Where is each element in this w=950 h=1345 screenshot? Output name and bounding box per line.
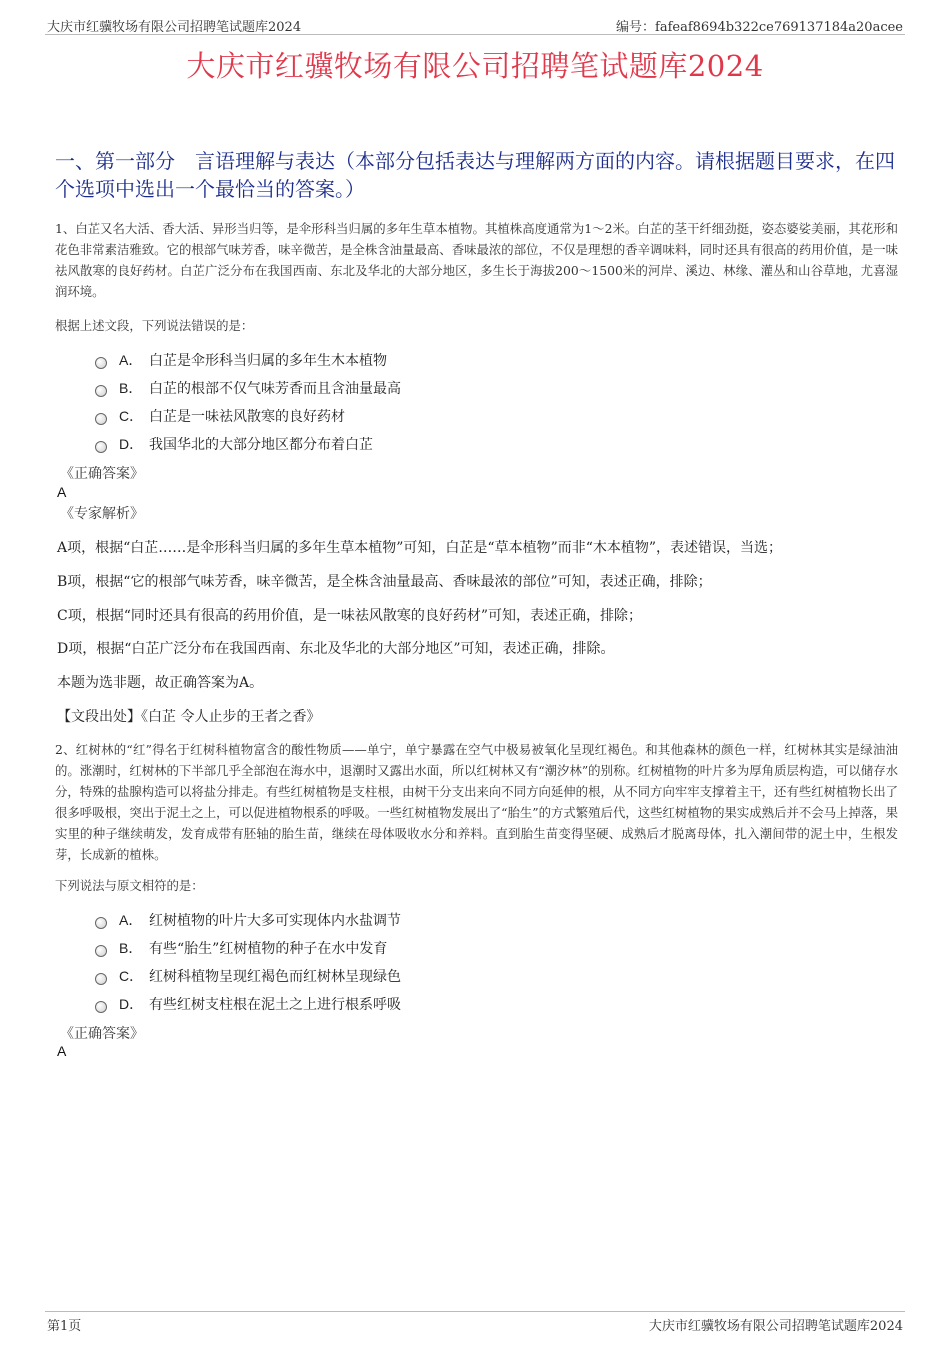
radio-icon[interactable]	[95, 441, 107, 453]
q1-options	[95, 346, 401, 458]
page-footer	[45, 1311, 905, 1334]
q1-analysis-label: 《专家解析》	[60, 506, 144, 522]
option-letter: B．	[119, 940, 143, 956]
q1-option-d[interactable]	[95, 430, 401, 458]
option-text: 白芷的根部不仅气味芳香而且含油量最高	[149, 381, 401, 397]
q2-option-c[interactable]	[95, 962, 401, 990]
section-heading: 一、第一部分 言语理解与表达（本部分包括表达与理解两方面的内容。请根据题目要求，在四个选项中选出一个最恰当的答案。）	[55, 149, 895, 201]
q2-option-a[interactable]	[95, 906, 401, 934]
q1-option-a[interactable]	[95, 346, 401, 374]
option-letter: B．	[119, 380, 143, 396]
document-title: 大庆市红骥牧场有限公司招聘笔试题库2024	[186, 49, 764, 83]
q1-analysis-conclusion: 本题为选非题，故正确答案为A。	[57, 675, 264, 691]
option-letter: D．	[119, 436, 144, 452]
page-number: 第1页	[47, 1319, 82, 1334]
q1-option-b[interactable]	[95, 374, 401, 402]
q1-analysis-d: D项，根据“白芷广泛分布在我国西南、东北及华北的大部分地区”可知，表述正确，排除。	[57, 641, 615, 657]
q1-answer: A	[57, 484, 67, 500]
footer-doc-name: 大庆市红骥牧场有限公司招聘笔试题库2024	[648, 1319, 903, 1334]
q2-option-d[interactable]	[95, 990, 401, 1018]
q2-option-b[interactable]	[95, 934, 401, 962]
q1-analysis-c: C项，根据“同时还具有很高的药用价值，是一味祛风散寒的良好药材”可知，表述正确，排除；	[57, 608, 643, 624]
option-letter: D．	[119, 996, 144, 1012]
q1-analysis-b: B项，根据“它的根部气味芳香，味辛微苦，是全株含油量最高、香味最浓的部位”可知，表述正确，排除；	[57, 574, 712, 590]
option-text: 白芷是一味祛风散寒的良好药材	[149, 409, 345, 425]
option-letter: C．	[119, 968, 144, 984]
option-text: 红树科植物呈现红褐色而红树林呈现绿色	[149, 969, 401, 985]
option-text: 我国华北的大部分地区都分布着白芷	[149, 437, 373, 453]
page-header	[45, 14, 905, 35]
radio-icon[interactable]	[95, 357, 107, 369]
option-text: 有些“胎生”红树植物的种子在水中发育	[149, 941, 388, 957]
radio-icon[interactable]	[95, 1001, 107, 1013]
option-text: 有些红树支柱根在泥土之上进行根系呼吸	[149, 997, 401, 1013]
q2-options	[95, 906, 401, 1018]
radio-icon[interactable]	[95, 945, 107, 957]
q2-answer-label: 《正确答案》	[60, 1026, 144, 1042]
option-text: 红树植物的叶片大多可实现体内水盐调节	[149, 913, 401, 929]
q1-answer-label: 《正确答案》	[60, 466, 144, 482]
radio-icon[interactable]	[95, 385, 107, 397]
option-text: 白芷是伞形科当归属的多年生木本植物	[149, 353, 387, 369]
q1-prompt: 根据上述文段，下列说法错误的是：	[55, 318, 254, 333]
q2-passage: 2、红树林的“红”得名于红树科植物富含的酸性物质——单宁，单宁暴露在空气中极易被氧化呈现红褐色。和其他森林的颜色一样，红树林其实是绿油油的。涨潮时，红树林的下半部几乎全部泡在海水中，退潮时又露出水面，所以红树林又有“潮汐林”的别称。红树植物的叶片多为厚角质层构造，可以储存水分，特殊的盐腺构造可以将盐分排走。有些红树植物是支柱根，由树干分支出来向不同方向延伸的根，从不同方向牢牢支撑着主干，还有些红树植物长出了很多呼吸根，突出于泥土之上，可以促进植物根系的呼吸。一些红树植物发展出了“胎生”的方式繁殖后代，这些红树植物的果实成熟后并不会马上掉落，果实里的种子继续萌发，发育成带有胚轴的胎生苗，继续在母体吸收水分和养料。直到胎生苗变得坚硬、成熟后才脱离母体，扎入潮间带的泥土中，生根发芽，长成新的植株。	[55, 742, 898, 862]
header-doc-id: 编号：fafeaf8694b322ce769137184a20acee	[616, 20, 903, 35]
option-letter: A．	[119, 352, 143, 368]
q1-option-c[interactable]	[95, 402, 401, 430]
radio-icon[interactable]	[95, 973, 107, 985]
option-letter: C．	[119, 408, 144, 424]
q1-passage: 1、白芷又名大活、香大活、异形当归等，是伞形科当归属的多年生草本植物。其植株高度通常为1～2米。白芷的茎干纤细劲挺，姿态婆娑美丽，其花形和花色非常素洁雅致。它的根部气味芳香，味辛微苦，是全株含油量最高、香味最浓的部位，不仅是理想的香辛调味料，同时还具有很高的药用价值，是一味祛风散寒的良好药材。白芷广泛分布在我国西南、东北及华北的大部分地区，多生长于海拔200～1500米的河岸、溪边、林缘、灌丛和山谷草地，尤喜湿润环境。	[55, 221, 898, 299]
q2-prompt: 下列说法与原文相符的是：	[55, 878, 204, 893]
header-doc-name: 大庆市红骥牧场有限公司招聘笔试题库2024	[47, 20, 302, 35]
q1-source: 【文段出处】《白芷 令人止步的王者之香》	[57, 709, 321, 725]
option-letter: A．	[119, 912, 143, 928]
q2-answer: A	[57, 1043, 67, 1059]
q1-analysis-a: A项，根据“白芷……是伞形科当归属的多年生草本植物”可知，白芷是“草本植物”而非“木本植物”，表述错误，当选；	[57, 540, 783, 556]
radio-icon[interactable]	[95, 413, 107, 425]
radio-icon[interactable]	[95, 917, 107, 929]
